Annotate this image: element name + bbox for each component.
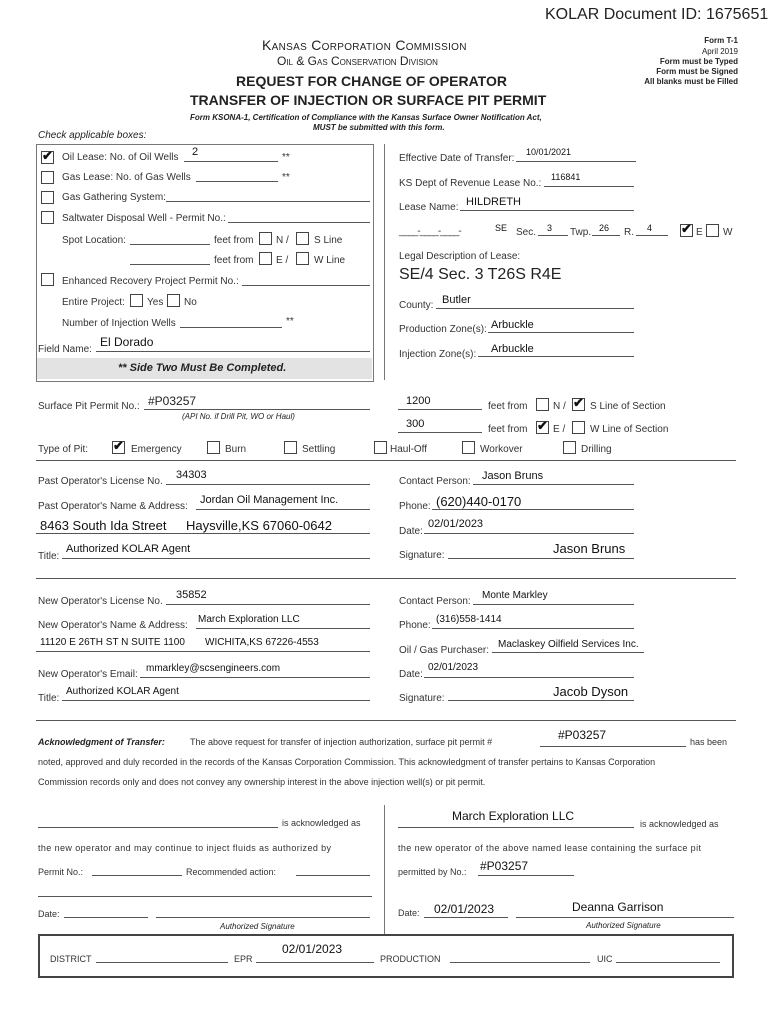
ack-right-date-label: Date: [398,908,420,918]
permit-no-label: Permit No.: [38,867,84,877]
feet-from-label: feet from [214,255,254,266]
haul-off-checkbox[interactable] [374,441,387,454]
county-underline [436,308,634,309]
ack-left-paragraph: the new operator and may continue to inject fluids as authorized by [38,843,332,853]
injection-wells-underline[interactable] [180,327,282,328]
past-street-value[interactable]: 8463 South Ida Street [40,518,167,533]
commission-name: Kansas Corporation Commission [262,37,467,53]
production-label: PRODUCTION [380,954,441,964]
past-phone-label: Phone: [399,501,431,512]
county-label: County: [399,300,434,311]
new-contact-label: Contact Person: [399,596,471,607]
pit-feet-from-label: feet from [488,424,528,435]
epr-date-value[interactable]: 02/01/2023 [282,942,343,956]
has-been-label: has been [690,737,728,747]
form-signed-note: Form must be Signed [656,67,738,76]
new-name-value[interactable]: March Exploration LLC [198,614,300,625]
yes-label: Yes [147,297,164,308]
uic-underline[interactable] [616,962,720,963]
permit-no-underline[interactable] [92,875,182,876]
ack-divider [384,805,385,935]
past-title-label: Title: [38,551,60,562]
injection-wells-label: Number of Injection Wells [62,318,176,329]
form-number: Form T-1 [704,36,738,45]
certification-note-1: Form KSONA-1, Certification of Compliance with the Kansas Surface Owner Notification Act, [190,113,542,122]
pit-south-label: S Line of Section [590,401,666,412]
pit-north-label: N / [553,401,566,412]
ack-permit-underline [540,746,686,747]
burn-label: Burn [225,444,247,455]
gas-wells-stars: ** [282,172,290,183]
ack-left-date-label: Date: [38,909,60,919]
injection-zone-label: Injection Zone(s): [399,349,477,360]
authorized-signature-label: Authorized Signature [220,922,295,931]
saltwater-permit-underline[interactable] [228,222,370,223]
past-date-value[interactable]: 02/01/2023 [428,518,484,530]
field-name-value[interactable]: El Dorado [100,335,154,349]
spot-north-checkbox[interactable] [259,232,272,245]
south-line-label: S Line [314,235,343,246]
saltwater-disposal-checkbox[interactable] [41,211,54,224]
new-phone-label: Phone: [399,620,431,631]
ack-left-date-underline[interactable] [64,917,148,918]
spot-ns-underline[interactable] [130,244,210,245]
effective-date-underline [516,161,636,162]
document-id: KOLAR Document ID: 1675651 [545,6,769,23]
ks-lease-underline [544,186,634,187]
api-note: (API No. if Drill Pit, WO or Haul) [182,412,295,421]
pit-ns-feet[interactable]: 1200 [406,395,431,407]
pit-ns-underline [398,409,482,410]
pit-feet-from-label: feet from [488,401,528,412]
settling-label: Settling [302,444,336,455]
range-value[interactable]: 4 [647,223,653,233]
pit-ew-feet[interactable]: 300 [406,418,425,430]
new-name-label: New Operator's Name & Address: [38,620,188,631]
past-license-underline [166,484,370,485]
acknowledgment-text-2: noted, approved and duly recorded in the records of the Kansas Corporation Commission. This acknowledgment of transfer pertains to Kansas Corporation [38,757,656,767]
gas-gathering-underline[interactable] [166,201,370,202]
gas-wells-underline[interactable] [196,181,278,182]
section-divider [36,460,736,461]
permitted-by-label: permitted by No.: [398,867,467,877]
injection-zone-underline [478,356,634,357]
new-email-underline [140,677,370,678]
purchaser-value[interactable]: Maclaskey Oilfield Services Inc. [498,639,639,650]
oil-wells-stars: ** [282,152,290,163]
side-two-note: ** Side Two Must Be Completed. [118,362,287,374]
field-name-underline [96,351,370,352]
form-title-2: TRANSFER OF INJECTION OR SURFACE PIT PERMIT [190,92,547,108]
pit-ew-underline [398,432,482,433]
emergency-label: Emergency [131,444,182,455]
burn-checkbox[interactable] [207,441,220,454]
permitted-by-value[interactable]: #P03257 [480,859,529,873]
past-date-label: Date: [399,526,423,537]
oil-wells-underline [184,161,278,162]
authorized-signature-label: Authorized Signature [586,921,661,930]
check-mark-icon: ✔ [42,148,53,163]
ack-right-underline [398,827,634,828]
workover-checkbox[interactable] [462,441,475,454]
new-address-underline [36,651,370,652]
recommended-action-label: Recommended action: [186,867,277,877]
new-phone-underline [432,628,634,629]
acknowledgment-heading: Acknowledgment of Transfer: [38,737,165,747]
range-west-label: W [723,227,733,238]
pit-west-label: W Line of Section [590,424,669,435]
surface-pit-value[interactable]: #P03257 [148,394,197,408]
saltwater-disposal-label: Saltwater Disposal Well - Permit No.: [62,213,226,224]
gas-gathering-label: Gas Gathering System: [62,192,166,203]
past-signature-value[interactable]: Jason Bruns [553,541,626,556]
past-phone-underline [432,509,634,510]
entire-project-label: Entire Project: [62,297,125,308]
workover-label: Workover [480,444,523,455]
ack-left-signature-underline[interactable] [156,917,370,918]
production-zone-underline [488,332,634,333]
spot-south-checkbox[interactable] [296,232,309,245]
production-zone-value[interactable]: Arbuckle [491,319,534,331]
production-underline[interactable] [450,962,590,963]
past-contact-underline [473,484,634,485]
lease-name-underline [460,210,634,211]
township-underline [592,235,620,236]
past-city-value[interactable]: Haysville,KS 67060-0642 [186,518,332,533]
section-divider [36,720,736,721]
section-value[interactable]: 3 [547,223,553,233]
past-contact-label: Contact Person: [399,476,471,487]
permitted-by-underline [478,875,574,876]
quarter-value[interactable]: SE [495,223,508,233]
uic-label: UIC [597,954,613,964]
check-boxes-label: Check applicable boxes: [38,130,147,141]
range-west-checkbox[interactable] [706,224,719,237]
ack-right-date-underline [424,917,508,918]
past-signature-label: Signature: [399,550,445,561]
past-address-underline [36,533,370,534]
new-date-label: Date: [399,669,423,680]
acknowledgment-text-1: The above request for transfer of injection authorization, surface pit permit # [190,737,493,747]
pit-east-label: E / [553,424,566,435]
new-license-label: New Operator's License No. [38,596,163,607]
check-mark-icon: ✔ [573,395,584,410]
oil-wells-value[interactable]: 2 [192,146,199,158]
new-email-label: New Operator's Email: [38,669,138,680]
new-city-value[interactable]: WICHITA,KS 67226-4553 [205,637,319,648]
west-line-label: W Line [314,255,346,266]
past-title-underline [62,558,370,559]
new-title-label: Title: [38,693,60,704]
section-underline [538,235,568,236]
entire-no-checkbox[interactable] [167,294,180,307]
settling-checkbox[interactable] [284,441,297,454]
purchaser-underline [492,652,644,653]
range-underline [636,235,668,236]
form-date: April 2019 [701,47,738,56]
quarter-dashes: ____-____-____- [399,226,461,237]
past-license-value[interactable]: 34303 [176,469,207,481]
check-mark-icon: ✔ [681,221,692,236]
ks-lease-value[interactable]: 116841 [551,172,581,182]
enhanced-recovery-checkbox[interactable] [41,273,54,286]
new-license-value[interactable]: 35852 [176,589,207,601]
new-date-value[interactable]: 02/01/2023 [428,662,479,673]
certification-note-2: MUST be submitted with this form. [313,123,445,132]
past-name-label: Past Operator's Name & Address: [38,501,188,512]
type-of-pit-label: Type of Pit: [38,444,89,455]
ks-lease-label: KS Dept of Revenue Lease No.: [399,178,542,189]
ack-right-is-ack: is acknowledged as [640,819,719,829]
new-title-underline [62,700,370,701]
spot-ew-underline[interactable] [130,264,210,265]
north-label: N / [276,235,289,246]
new-license-underline [166,604,370,605]
injection-wells-stars: ** [286,316,294,327]
epr-underline [256,962,374,963]
new-signature-underline [448,700,634,701]
no-label: No [184,297,197,308]
legal-description-label: Legal Description of Lease: [399,251,521,262]
division-name: Oil & Gas Conservation Division [277,54,438,68]
spot-east-checkbox[interactable] [259,252,272,265]
section-label: Sec. [516,227,537,238]
past-license-label: Past Operator's License No. [38,476,163,487]
section-divider [36,578,736,579]
acknowledgment-text-3: Commission records only and does not convey any ownership interest in the above injection well(s) or pit permit. [38,777,486,787]
ack-left-extra-line[interactable] [38,896,372,897]
past-contact-value[interactable]: Jason Bruns [482,470,544,482]
gas-lease-checkbox[interactable] [41,171,54,184]
drilling-label: Drilling [581,444,612,455]
township-value[interactable]: 26 [599,223,610,233]
check-mark-icon: ✔ [537,418,548,433]
ack-company-value[interactable]: March Exploration LLC [452,809,575,823]
east-label: E / [276,255,289,266]
recommended-action-underline[interactable] [296,875,370,876]
new-contact-underline [473,604,634,605]
new-street-value[interactable]: 11120 E 26TH ST N SUITE 1100 [40,637,185,648]
lease-name-label: Lease Name: [399,202,459,213]
gas-lease-label: Gas Lease: No. of Gas Wells [62,172,191,183]
new-title-value[interactable]: Authorized KOLAR Agent [66,686,179,697]
effective-date-label: Effective Date of Transfer: [399,153,515,164]
enhanced-permit-underline[interactable] [242,285,370,286]
past-name-underline [196,509,370,510]
range-label: R. [624,227,634,238]
ack-signer-value[interactable]: Deanna Garrison [572,900,664,914]
epr-label: EPR [234,954,253,964]
district-underline[interactable] [96,962,228,963]
drilling-checkbox[interactable] [563,441,576,454]
new-date-underline [424,677,634,678]
spot-west-checkbox[interactable] [296,252,309,265]
injection-zone-value[interactable]: Arbuckle [491,343,534,355]
oil-lease-label: Oil Lease: No. of Oil Wells [62,152,179,163]
ack-right-date-value[interactable]: 02/01/2023 [434,902,495,916]
ack-right-signature-underline [516,917,734,918]
gas-gathering-checkbox[interactable] [41,191,54,204]
new-signature-value[interactable]: Jacob Dyson [553,684,629,699]
form-title-1: REQUEST FOR CHANGE OF OPERATOR [236,73,507,89]
ack-left-is-ack: is acknowledged as [282,818,361,828]
ack-permit-value[interactable]: #P03257 [558,728,607,742]
past-signature-underline [448,558,634,559]
new-name-underline [196,628,370,629]
field-name-label: Field Name: [38,344,92,355]
enhanced-recovery-label: Enhanced Recovery Project Permit No.: [62,276,239,287]
purchaser-label: Oil / Gas Purchaser: [399,645,490,656]
feet-from-label: feet from [214,235,254,246]
entire-yes-checkbox[interactable] [130,294,143,307]
haul-off-label: Haul-Off [390,444,428,455]
column-divider [384,144,385,380]
township-label: Twp. [570,227,592,238]
pit-west-checkbox[interactable] [572,421,585,434]
surface-pit-underline [144,409,370,410]
check-mark-icon: ✔ [113,438,124,453]
lease-name-value[interactable]: HILDRETH [466,196,522,208]
new-signature-label: Signature: [399,693,445,704]
pit-north-checkbox[interactable] [536,398,549,411]
new-phone-value[interactable]: (316)558-1414 [436,614,502,625]
form-blanks-note: All blanks must be Filled [644,77,738,86]
range-east-label: E [696,227,703,238]
past-name-value[interactable]: Jordan Oil Management Inc. [200,494,339,506]
past-title-value[interactable]: Authorized KOLAR Agent [66,543,191,555]
ack-right-paragraph: the new operator of the above named lease containing the surface pit [398,843,702,853]
effective-date-value[interactable]: 10/01/2021 [526,147,572,157]
spot-location-label: Spot Location: [62,235,126,246]
form-typed-note: Form must be Typed [659,57,738,66]
county-value[interactable]: Butler [442,294,471,306]
new-email-value[interactable]: mmarkley@scsengineers.com [146,663,281,674]
past-phone-value[interactable]: (620)440-0170 [436,494,522,509]
ack-left-underline[interactable] [38,827,278,828]
legal-description-value[interactable]: SE/4 Sec. 3 T26S R4E [399,266,562,283]
production-zone-label: Production Zone(s): [399,324,487,335]
past-date-underline [424,533,634,534]
district-label: DISTRICT [50,954,92,964]
new-contact-value[interactable]: Monte Markley [482,590,548,601]
surface-pit-label: Surface Pit Permit No.: [38,401,140,412]
